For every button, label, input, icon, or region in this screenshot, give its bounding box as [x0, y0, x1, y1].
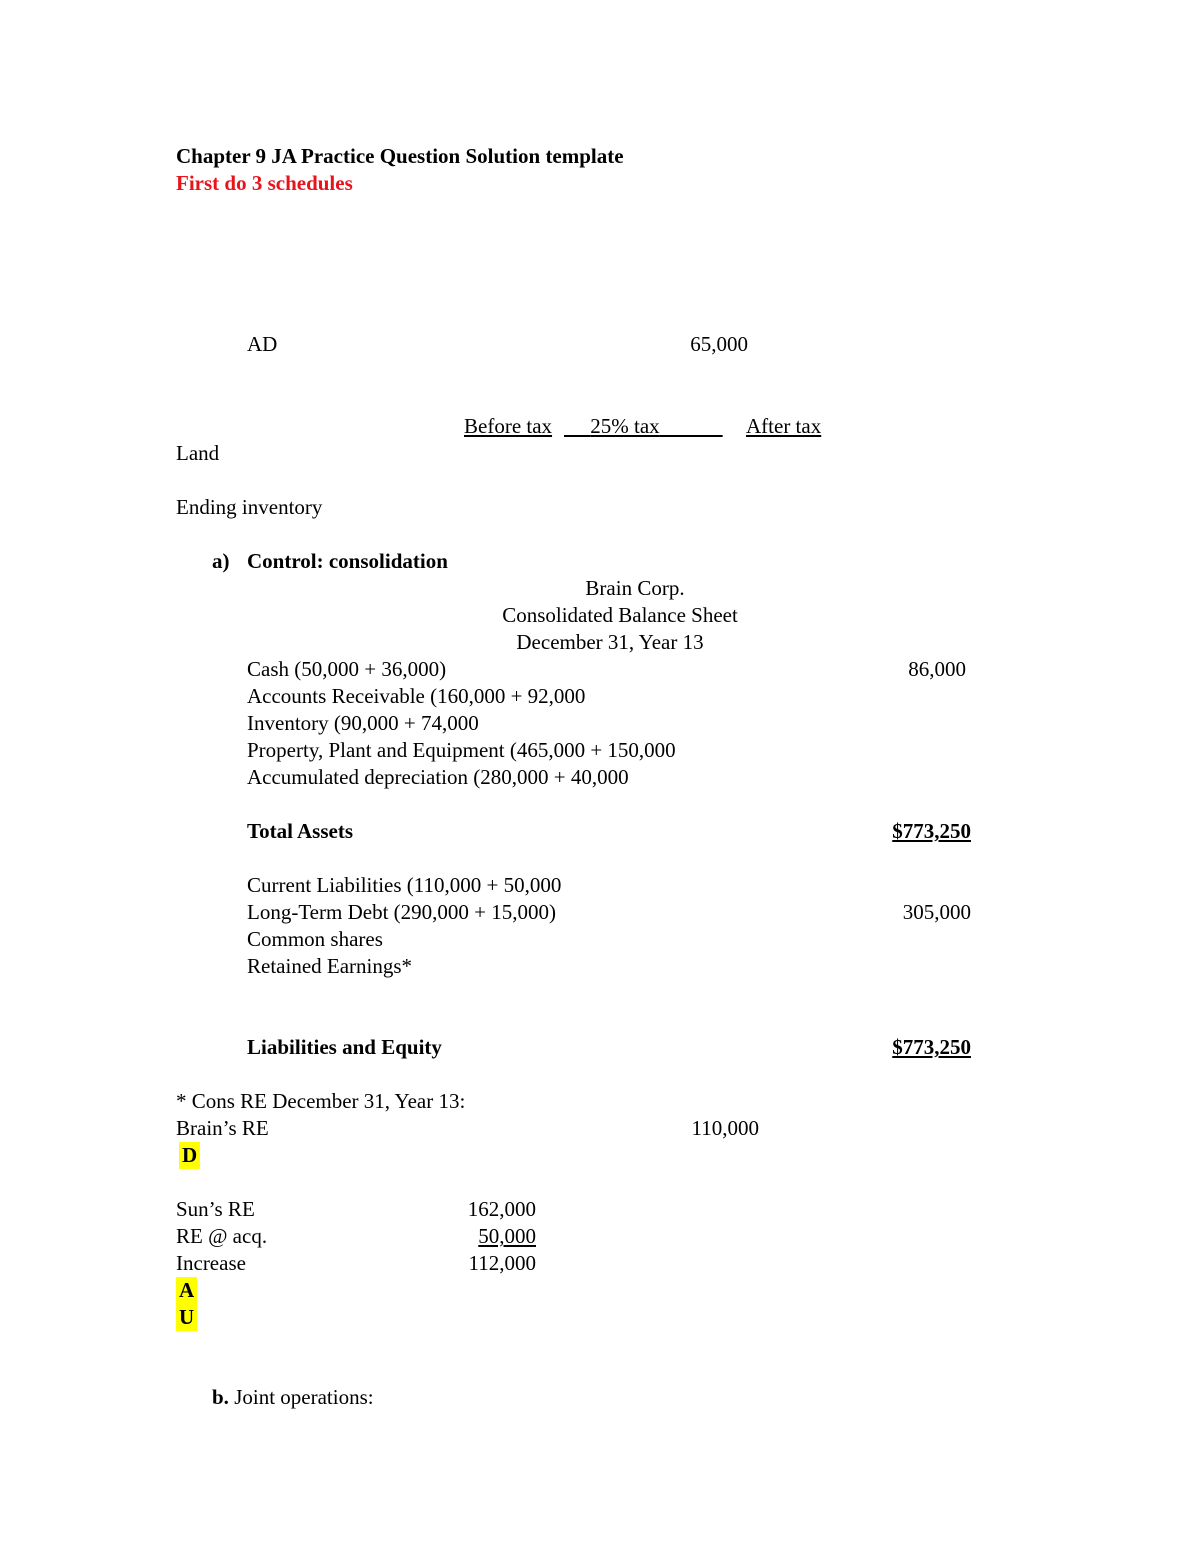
re-acq-label: RE @ acq.: [176, 1224, 268, 1248]
tax-header-text: 25% tax: [590, 414, 660, 438]
sun-re-value: 162,000: [467, 1197, 536, 1221]
increase-label: Increase: [176, 1251, 246, 1275]
ad-value: 65,000: [690, 332, 748, 356]
statement-company: Brain Corp.: [585, 576, 685, 600]
ending-inventory-label: Ending inventory: [176, 495, 323, 519]
page-title: Chapter 9 JA Practice Question Solution template: [176, 144, 624, 168]
total-le-value: $773,250: [892, 1035, 971, 1059]
asset-row-value: 86,000: [908, 657, 966, 681]
asset-row-label: Accumulated depreciation (280,000 + 40,000: [247, 765, 629, 789]
re-acq-value: [400, 1223, 536, 1250]
tax-header: [564, 413, 746, 440]
statement-name: Consolidated Balance Sheet: [502, 603, 738, 627]
section-b-heading: Joint operations:: [234, 1385, 374, 1409]
total-le-label: Liabilities and Equity: [247, 1035, 442, 1059]
asset-row-label: Accounts Receivable (160,000 + 92,000: [247, 684, 586, 708]
re-acq-amount: 50,000: [478, 1224, 536, 1248]
liability-row-label: Retained Earnings*: [247, 954, 413, 978]
statement-date: December 31, Year 13: [516, 630, 704, 654]
asset-row-label: Cash (50,000 + 36,000): [247, 657, 447, 681]
land-label: Land: [176, 441, 220, 465]
after-tax-header: After tax: [746, 414, 822, 438]
liability-row-value: 305,000: [902, 900, 971, 924]
total-assets-label: Total Assets: [247, 819, 353, 843]
cons-re-heading: * Cons RE December 31, Year 13:: [176, 1089, 466, 1113]
section-a-marker: a): [212, 549, 230, 573]
section-a-heading: Control: consolidation: [247, 549, 448, 573]
a-highlight-label: A: [176, 1277, 197, 1304]
total-assets-value: $773,250: [892, 819, 971, 843]
u-highlight-label: U: [176, 1304, 197, 1331]
before-tax-header: Before tax: [464, 414, 553, 438]
asset-row-label: Property, Plant and Equipment (465,000 + 150,000: [247, 738, 676, 762]
section-b-marker: b.: [212, 1385, 229, 1409]
sun-re-label: Sun’s RE: [176, 1197, 255, 1221]
liability-row-label: Common shares: [247, 927, 383, 951]
page-subtitle: First do 3 schedules: [176, 171, 353, 195]
d-highlight-label: D: [179, 1142, 200, 1169]
brain-re-value: 110,000: [691, 1116, 759, 1140]
increase-value: 112,000: [468, 1251, 536, 1275]
ad-label: AD: [247, 332, 278, 356]
liability-row-label: Long-Term Debt (290,000 + 15,000): [247, 900, 556, 924]
asset-row-label: Inventory (90,000 + 74,000: [247, 711, 479, 735]
liability-row-label: Current Liabilities (110,000 + 50,000: [247, 873, 562, 897]
section-b: [212, 1384, 374, 1411]
brain-re-label: Brain’s RE: [176, 1116, 269, 1140]
